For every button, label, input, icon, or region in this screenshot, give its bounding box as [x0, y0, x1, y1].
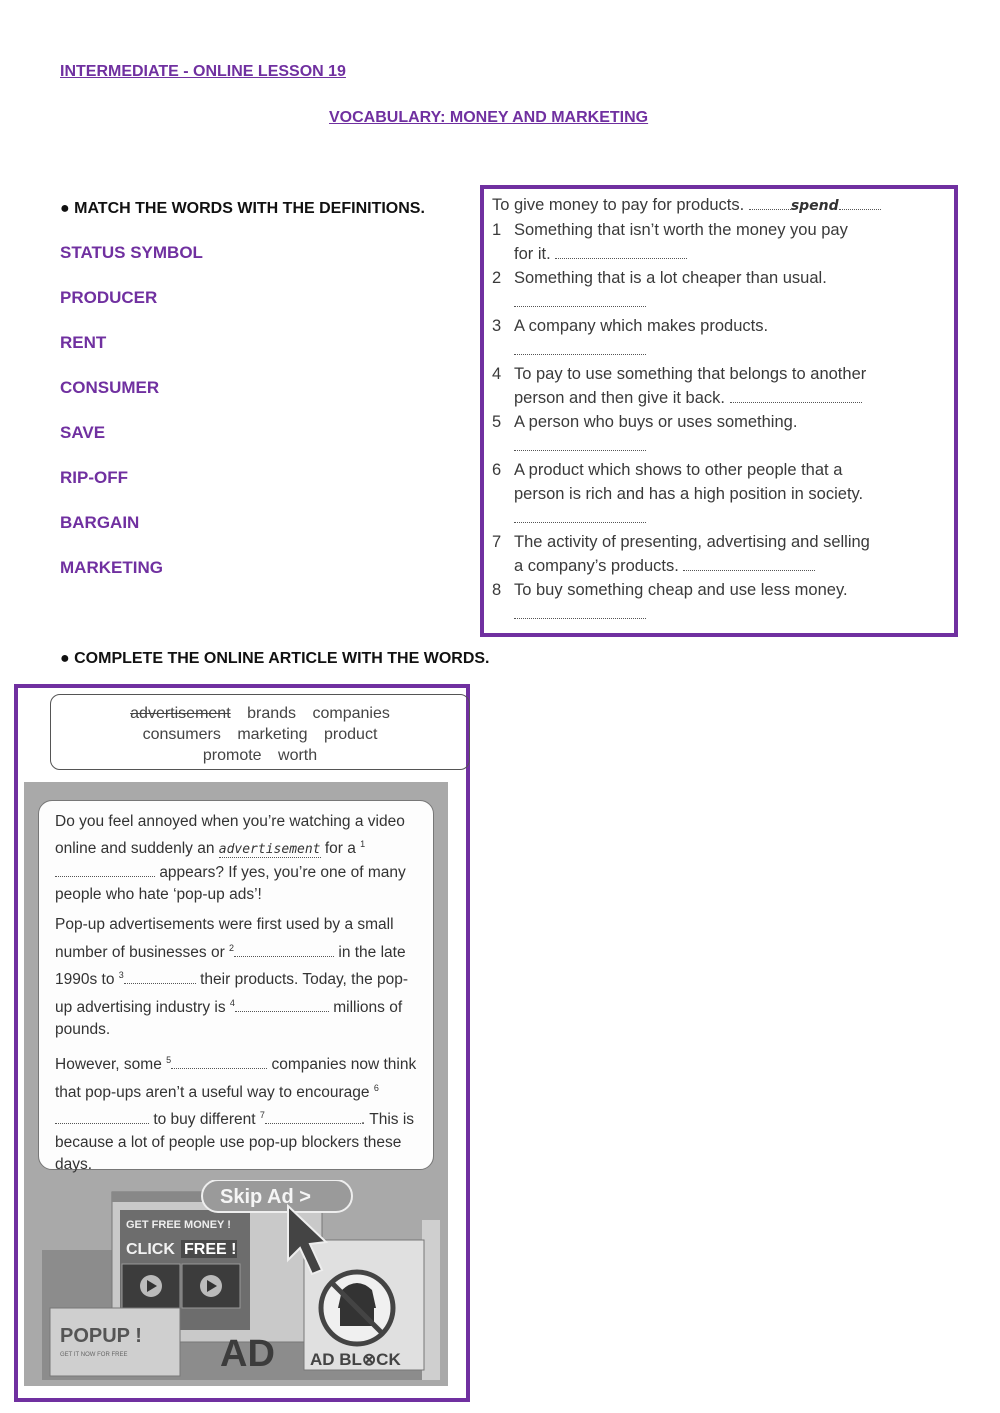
- definition-5: 5 A person who buys or uses something.: [492, 413, 798, 431]
- definition-4: 4 To pay to use something that belongs to another: [492, 365, 867, 383]
- example-blank: advertisement: [218, 842, 321, 858]
- word-item: RENT: [60, 333, 107, 352]
- free-text: FREE !: [184, 1241, 237, 1258]
- word-box-item: product: [324, 726, 378, 743]
- article-blank-3[interactable]: [124, 971, 196, 984]
- get-free-money-text: GET FREE MONEY !: [126, 1219, 231, 1231]
- word-item: RIP-OFF: [60, 468, 128, 487]
- example-answer: spend: [790, 198, 839, 214]
- article-text: [38, 800, 434, 1173]
- example-definition: [492, 193, 942, 218]
- article-blank-2[interactable]: [234, 944, 334, 957]
- definition-2: 2 Something that is a lot cheaper than usual.: [492, 269, 827, 287]
- article-blank-7[interactable]: [265, 1111, 361, 1124]
- article-box: [14, 684, 470, 1402]
- answer-blank-8[interactable]: [514, 604, 646, 619]
- skip-ad-text: Skip Ad >: [220, 1186, 311, 1208]
- example-text: To give money to pay for products.: [492, 196, 745, 214]
- popup-ad-illustration: [42, 1180, 440, 1380]
- article-paragraph-2: Pop-up advertisements were first used by a small number of businesses or $^2$ in the late 1990s to $^3$ their products. Today, the pop-up advertising industry is $^4$ millions of pounds.: [55, 916, 409, 1038]
- online-article: [24, 782, 448, 1386]
- definition-1: 1 Something that isn’t worth the money you pay: [492, 221, 848, 239]
- word-item: MARKETING: [60, 558, 163, 577]
- answer-blank-3[interactable]: [514, 340, 646, 355]
- word-box-example: advertisement: [130, 705, 231, 722]
- article-blank-6[interactable]: [55, 1111, 149, 1124]
- ad-block-text: AD BL⊗CK: [310, 1350, 401, 1369]
- definitions-box: To give money to pay for products. spend 1 Something that isn’t worth the money you pay for it. 2 Something that is a lot cheaper than usual. 3 A company which makes products. 4 To pay to use something that belongs to another person and then give it back. 5 A person who buys or uses something. 6 A product which shows to other people that a person is rich and has a high position in society. 7 The activity of presenting, advertising and selling a company’s products. 8 To buy something cheap and use less money.: [480, 185, 958, 637]
- word-box-item: marketing: [237, 726, 308, 743]
- article-paragraph-3: However, some $^5$ companies now think that pop-ups aren’t a useful way to encourage $^6$ to buy different $^7$ . This is because a lot of people use pop-up blockers these days.: [55, 1055, 417, 1173]
- click-text: CLICK: [126, 1241, 175, 1258]
- word-item: BARGAIN: [60, 513, 140, 532]
- definition-6: 6 A product which shows to other people that a: [492, 461, 843, 479]
- answer-blank-6[interactable]: [514, 508, 646, 523]
- lesson-title: INTERMEDIATE - ONLINE LESSON 19: [60, 63, 346, 80]
- word-list: [60, 243, 203, 603]
- answer-blank-5[interactable]: [514, 436, 646, 451]
- article-blank-5[interactable]: [171, 1056, 267, 1069]
- definition-8: 8 To buy something cheap and use less money.: [492, 581, 848, 599]
- word-box-item: companies: [312, 705, 390, 722]
- match-instruction: ● MATCH THE WORDS WITH THE DEFINITIONS.: [60, 200, 425, 217]
- popup-text: POPUP !: [60, 1325, 142, 1347]
- ad-text: AD: [220, 1333, 275, 1375]
- article-blank-4[interactable]: [235, 999, 329, 1012]
- definition-7: 7 The activity of presenting, advertising and selling: [492, 533, 870, 551]
- word-item: CONSUMER: [60, 378, 160, 397]
- word-item: SAVE: [60, 423, 106, 442]
- popup-small-text: GET IT NOW FOR FREE: [60, 1352, 128, 1358]
- article-paragraph-1: Do you feel annoyed when you’re watching a video online and suddenly an advertisement for a $^1$ appears? If yes, you’re one of many people who hate ‘pop-up ads’!: [55, 813, 406, 904]
- word-box-item: brands: [247, 705, 297, 722]
- answer-blank-2[interactable]: [514, 292, 646, 307]
- word-box: [50, 694, 470, 770]
- word-item: PRODUCER: [60, 288, 158, 307]
- word-box-item: worth: [278, 747, 318, 764]
- word-box-item: consumers: [142, 726, 221, 743]
- article-blank-1[interactable]: [55, 864, 155, 877]
- answer-blank-4[interactable]: [730, 388, 862, 403]
- article-instruction: ● COMPLETE THE ONLINE ARTICLE WITH THE WORDS.: [60, 650, 490, 667]
- answer-blank-1[interactable]: [555, 244, 687, 259]
- vocabulary-title: VOCABULARY: MONEY AND MARKETING: [329, 109, 649, 126]
- answer-blank-7[interactable]: [683, 556, 815, 571]
- definition-3: 3 A company which makes products.: [492, 317, 769, 335]
- word-item: STATUS SYMBOL: [60, 243, 203, 262]
- word-box-item: promote: [202, 747, 262, 764]
